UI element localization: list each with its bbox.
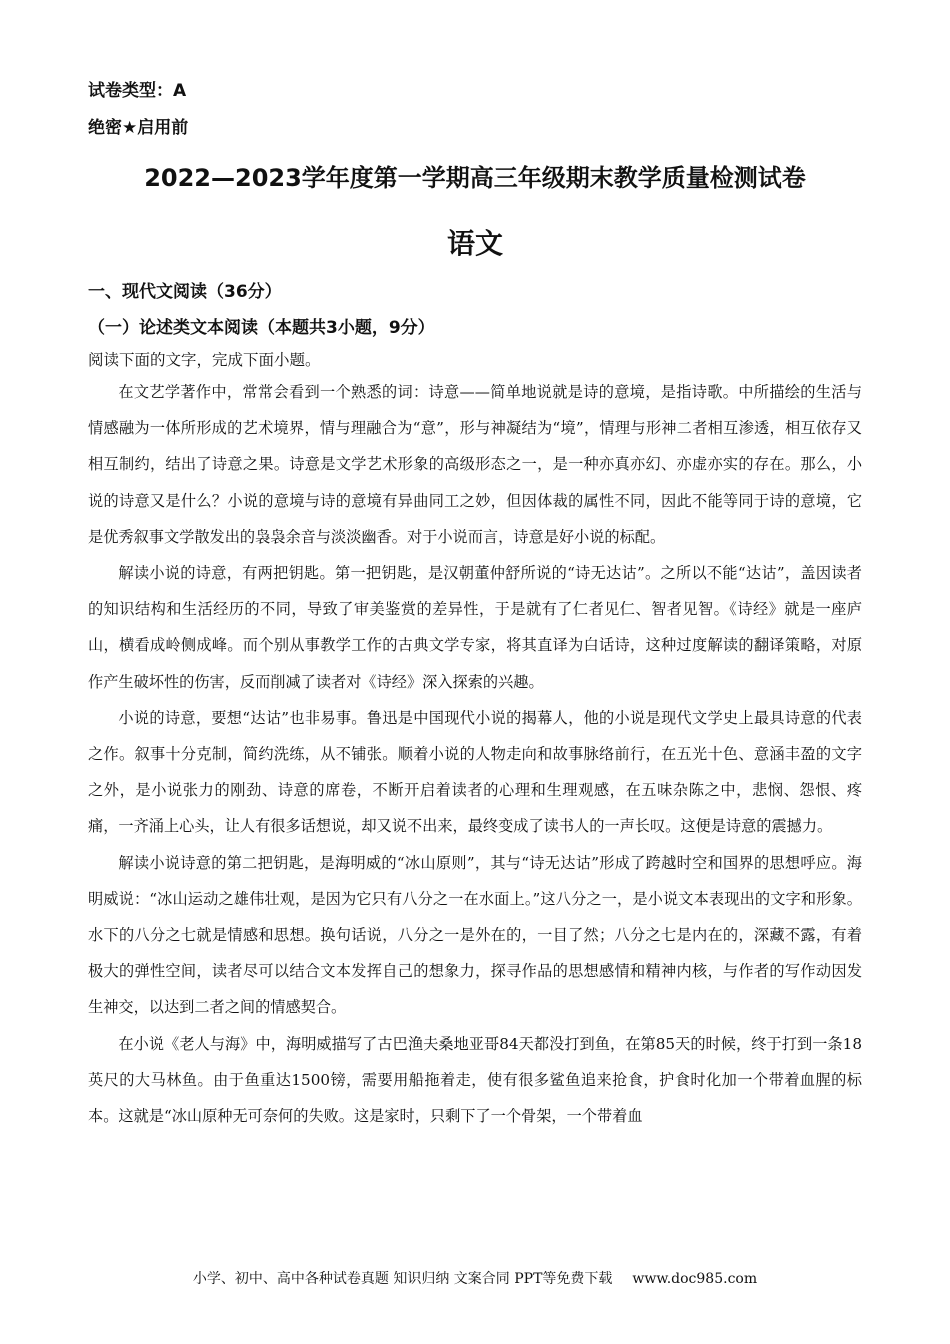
footer-site-link[interactable]: www.doc985.com — [632, 1271, 758, 1287]
page-footer — [0, 1268, 950, 1288]
subject-title: 语文 — [446, 227, 503, 260]
passage-paragraph: 解读小说的诗意，有两把钥匙。第一把钥匙，是汉朝董仲舒所说的“诗无达诂”。之所以不能“达诂”，盖因读者的知识结构和生活经历的不同，导致了审美鉴赏的差异性，于是就有了仁者见仁、智者见智。《诗经》就是一座庐山，横看成岭侧成峰。而个别从事教学工作的古典文学专家，将其直译为白话诗，这种过度解读的翻译策略，对原作产生破坏性的伤害，反而削减了读者对《诗经》深入探索的兴趣。 — [88, 564, 862, 691]
section-heading: 一、现代文阅读（36分） — [88, 282, 282, 302]
exam-type-label: 试卷类型：A — [88, 81, 187, 101]
exam-title: 2022—2023学年度第一学期高三年级期末教学质量检测试卷 — [144, 164, 806, 192]
passage-paragraph: 在文艺学著作中，常常会看到一个熟悉的词：诗意——简单地说就是诗的意境，是指诗歌。中所描绘的生活与情感融为一体所形成的艺术境界，情与理融合为“意”，形与神凝结为“境”，情理与形神二者相互渗透，相互依存又相互制约，结出了诗意之果。诗意是文学艺术形象的高级形态之一，是一种亦真亦幻、亦虚亦实的存在。那么，小说的诗意又是什么？小说的意境与诗的意境有异曲同工之妙，但因体裁的属性不同，因此不能等同于诗的意境，它是优秀叙事文学散发出的袅袅余音与淡淡幽香。对于小说而言，诗意是好小说的标配。 — [88, 383, 862, 546]
passage-paragraph: 解读小说诗意的第二把钥匙，是海明威的“冰山原则”，其与“诗无达诂”形成了跨越时空和国界的思想呼应。海明威说：“冰山运动之雄伟壮观，是因为它只有八分之一在水面上。”这八分之一，是小说文本表现出的文字和形象。水下的八分之七就是情感和思想。换句话说，八分之一是外在的，一目了然；八分之七是内在的，深藏不露，有着极大的弹性空间，读者尽可以结合文本发挥自己的想象力，探寻作品的思想感情和精神内核，与作者的写作动因发生神交，以达到二者之间的情感契合。 — [88, 853, 862, 1017]
reading-instruction: 阅读下面的文字，完成下面小题。 — [88, 351, 321, 369]
secret-label: 绝密★启用前 — [88, 118, 189, 138]
subsection-heading: （一）论述类文本阅读（本题共3小题，9分） — [88, 318, 435, 338]
passage-paragraph: 在小说《老人与海》中，海明威描写了古巴渔夫桑地亚哥84天都没打到鱼，在第85天的时候，终于打到一条18英尺的大马林鱼。由于鱼重达1500镑，需要用船拖着走，使有很多鲨鱼追来抢食，护食时化加一个带着血腥的标本。这就是“冰山原种无可奈何的失败。这是家时，只剩下了一个骨架，一个带着血 — [88, 1034, 862, 1126]
footer-text: 小学、初中、高中各种试卷真题 知识归纳 文案合同 PPT等免费下载 — [192, 1271, 613, 1287]
passage-paragraph: 小说的诗意，要想“达诂”也非易事。鲁迅是中国现代小说的揭幕人，他的小说是现代文学史上最具诗意的代表之作。叙事十分克制，简约洗练，从不铺张。顺着小说的人物走向和故事脉络前行，在五光十色、意涵丰盈的文字之外，是小说张力的刚劲、诗意的席卷，不断开启着读者的心理和生理观感，在五味杂陈之中，悲悯、怨恨、疼痛，一齐涌上心头，让人有很多话想说，却又说不出来，最终变成了读书人的一声长叹。这便是诗意的震撼力。 — [88, 708, 862, 836]
passage — [88, 374, 862, 1134]
